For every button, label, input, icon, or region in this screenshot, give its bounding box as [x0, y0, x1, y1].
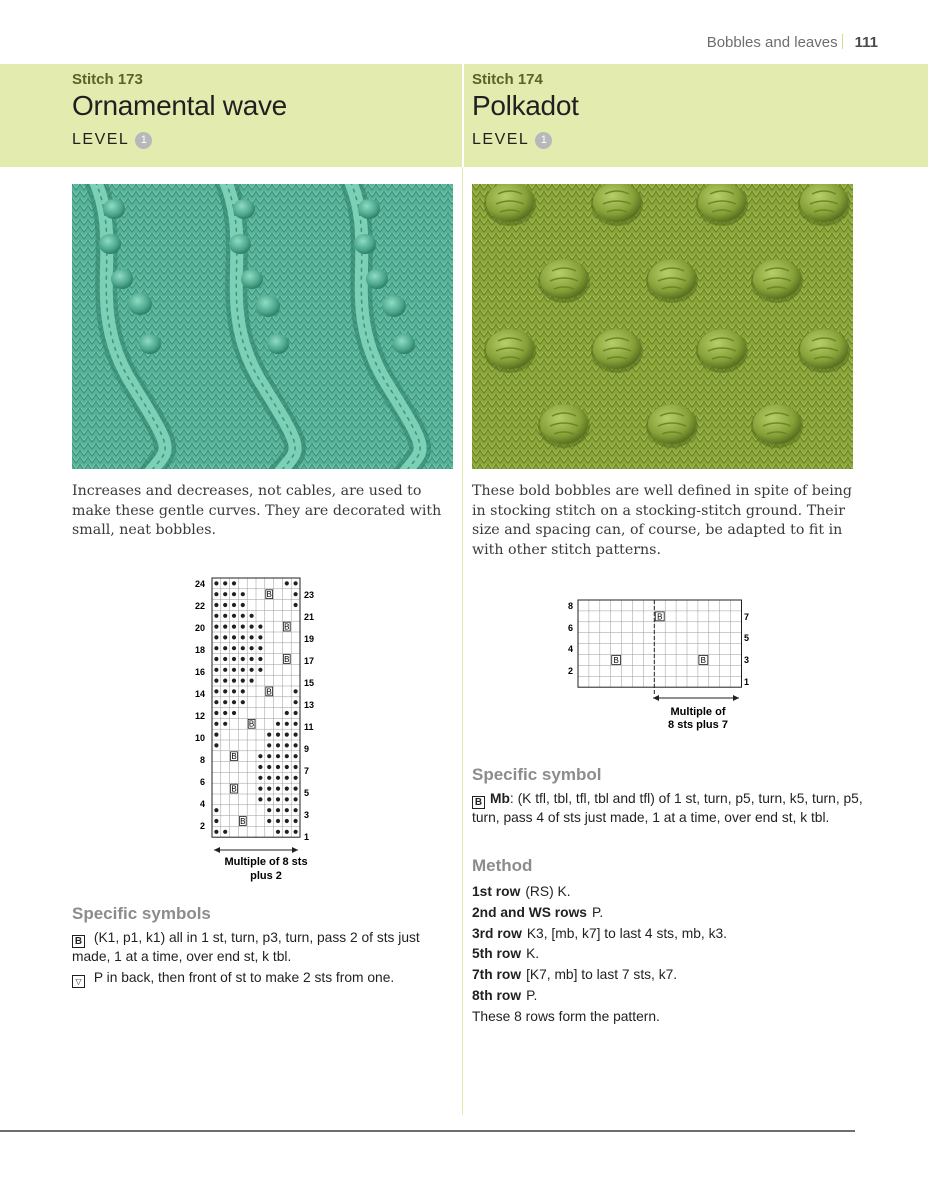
- purl-mark: [285, 711, 289, 715]
- row-label: 7th row: [472, 967, 522, 983]
- row-number: 2: [199, 821, 205, 831]
- stitch-number: Stitch 174: [472, 71, 543, 88]
- purl-mark: [223, 722, 227, 726]
- bobble-mark-letter: B: [240, 816, 246, 826]
- ornamental-wave-chart: [180, 570, 340, 890]
- purl-mark: [294, 700, 298, 704]
- purl-mark: [232, 657, 236, 661]
- method-step: [472, 944, 872, 965]
- purl-mark: [214, 635, 218, 639]
- purl-mark: [258, 668, 262, 672]
- symbol-description: (K1, p1, k1) all in 1 st, turn, p3, turn, pass 2 of sts just made, 1 at a time, over end st, k tbl.: [72, 930, 420, 964]
- purl-mark: [294, 830, 298, 834]
- stitch-number: Stitch 173: [72, 71, 143, 88]
- purl-mark: [232, 592, 236, 596]
- row-number: 21: [304, 612, 315, 622]
- purl-mark: [241, 646, 245, 650]
- row-instruction: P.: [591, 904, 604, 920]
- row-number: 24: [194, 579, 205, 589]
- row-number: 11: [304, 722, 314, 732]
- bobble-mark-letter: B: [657, 612, 663, 622]
- method-footer: These 8 rows form the pattern.: [472, 1008, 660, 1024]
- purl-mark: [214, 689, 218, 693]
- row-instruction: K.: [526, 946, 540, 962]
- symbol-description: P in back, then front of st to make 2 sts from one.: [93, 969, 395, 985]
- purl-mark: [276, 754, 280, 758]
- purl-mark: [267, 808, 271, 812]
- row-number: 1: [304, 832, 310, 842]
- purl-mark: [232, 625, 236, 629]
- purl-mark: [294, 711, 298, 715]
- row-number: 9: [304, 744, 310, 754]
- row-number: 19: [304, 634, 315, 644]
- bobble-mark-letter: B: [266, 687, 272, 697]
- purl-mark: [214, 722, 218, 726]
- purl-mark: [285, 765, 289, 769]
- running-head-divider: [842, 34, 843, 49]
- method-step: [472, 924, 872, 945]
- purl-mark: [294, 808, 298, 812]
- purl-mark: [285, 830, 289, 834]
- increase-symbol-icon: ▽: [72, 975, 85, 988]
- purl-mark: [250, 625, 254, 629]
- method-step: [472, 986, 872, 1007]
- purl-mark: [294, 765, 298, 769]
- purl-mark: [267, 754, 271, 758]
- bobble-mark-letter: B: [284, 622, 290, 632]
- purl-mark: [223, 592, 227, 596]
- method-heading: Method: [472, 856, 533, 875]
- row-number: 20: [194, 623, 205, 633]
- purl-mark: [241, 668, 245, 672]
- bobble-mark-letter: B: [284, 654, 290, 664]
- row-number: 7: [304, 766, 310, 776]
- symbol-key-entry: [472, 790, 864, 828]
- level-label: LEVEL: [72, 131, 130, 148]
- polkadot-chart: [560, 595, 760, 735]
- purl-mark: [223, 635, 227, 639]
- purl-mark: [285, 722, 289, 726]
- purl-mark: [232, 635, 236, 639]
- row-number: 4: [567, 644, 573, 654]
- purl-mark: [232, 668, 236, 672]
- purl-mark: [294, 743, 298, 747]
- purl-mark: [294, 581, 298, 585]
- row-number: 5: [304, 788, 310, 798]
- purl-mark: [267, 819, 271, 823]
- purl-mark: [214, 581, 218, 585]
- method-steps: [472, 882, 872, 1028]
- purl-mark: [250, 635, 254, 639]
- purl-mark: [214, 819, 218, 823]
- row-label: 5th row: [472, 946, 522, 962]
- page-number: 111: [854, 34, 878, 51]
- purl-mark: [267, 787, 271, 791]
- purl-mark: [294, 787, 298, 791]
- symbol-description: : (K tfl, tbl, tfl, tbl and tfl) of 1 st, turn, p5, turn, k5, turn, p5, turn, pass 4 of sts just made, 1 at a time, over end st, k tbl.: [472, 791, 863, 825]
- purl-mark: [276, 787, 280, 791]
- purl-mark: [276, 733, 280, 737]
- method-step: [472, 882, 872, 903]
- row-number: 6: [567, 623, 573, 633]
- purl-mark: [223, 614, 227, 618]
- purl-mark: [232, 689, 236, 693]
- bobble-mark-letter: B: [248, 719, 255, 729]
- purl-mark: [294, 819, 298, 823]
- specific-symbols-heading: Specific symbols: [72, 904, 211, 923]
- level-indicator: [472, 131, 579, 149]
- purl-mark: [232, 614, 236, 618]
- row-instruction: P.: [526, 987, 538, 1003]
- row-instruction: [K7, mb] to last 7 sts, k7.: [526, 967, 678, 983]
- purl-mark: [223, 668, 227, 672]
- symbol-key-entry: [72, 929, 460, 967]
- purl-mark: [267, 776, 271, 780]
- purl-mark: [285, 776, 289, 780]
- method-step: [472, 965, 872, 986]
- purl-mark: [241, 625, 245, 629]
- purl-mark: [258, 797, 262, 801]
- purl-mark: [276, 819, 280, 823]
- purl-mark: [214, 808, 218, 812]
- purl-mark: [294, 603, 298, 607]
- purl-mark: [276, 808, 280, 812]
- level-badge: 1: [535, 132, 552, 149]
- row-number: 23: [304, 590, 315, 600]
- purl-mark: [258, 776, 262, 780]
- purl-mark: [250, 614, 254, 618]
- purl-mark: [285, 743, 289, 747]
- purl-mark: [232, 646, 236, 650]
- purl-mark: [214, 733, 218, 737]
- purl-mark: [232, 700, 236, 704]
- purl-mark: [241, 657, 245, 661]
- purl-mark: [223, 646, 227, 650]
- purl-mark: [294, 733, 298, 737]
- purl-mark: [223, 603, 227, 607]
- column-divider-rule: [462, 167, 463, 1115]
- row-label: 1st row: [472, 884, 521, 899]
- purl-mark: [267, 743, 271, 747]
- symbol-key: [72, 929, 460, 988]
- method-step: [472, 903, 872, 924]
- row-number: 1: [744, 677, 750, 687]
- symbol-label: Mb: [490, 791, 510, 806]
- row-number: 8: [567, 601, 573, 611]
- row-number: 5: [744, 633, 750, 643]
- level-badge: 1: [135, 132, 152, 149]
- purl-mark: [241, 635, 245, 639]
- purl-mark: [223, 679, 227, 683]
- purl-mark: [232, 603, 236, 607]
- purl-mark: [241, 614, 245, 618]
- purl-mark: [232, 679, 236, 683]
- purl-mark: [214, 830, 218, 834]
- ornamental-wave-swatch-photo: [72, 184, 453, 469]
- purl-mark: [276, 743, 280, 747]
- repeat-arrow: [214, 847, 298, 853]
- purl-mark: [294, 689, 298, 693]
- bobble-mark-letter: B: [700, 655, 707, 665]
- row-number: 7: [744, 612, 750, 622]
- row-number: 4: [199, 799, 205, 809]
- symbol-key-entry: [72, 969, 460, 988]
- purl-mark: [294, 797, 298, 801]
- row-number: 2: [567, 666, 573, 676]
- purl-mark: [258, 754, 262, 758]
- row-number: 3: [744, 655, 750, 665]
- row-number: 6: [199, 777, 205, 787]
- row-instruction: K3, [mb, k7] to last 4 sts, mb, k3.: [526, 925, 727, 941]
- row-number: 13: [304, 700, 315, 710]
- purl-mark: [285, 754, 289, 758]
- purl-mark: [241, 679, 245, 683]
- purl-mark: [258, 657, 262, 661]
- level-indicator: [72, 131, 287, 149]
- purl-mark: [223, 657, 227, 661]
- specific-symbol-heading: Specific symbol: [472, 765, 602, 784]
- purl-mark: [276, 797, 280, 801]
- stitch-173-header: [72, 71, 287, 149]
- purl-mark: [285, 733, 289, 737]
- purl-mark: [250, 679, 254, 683]
- stitch-title: Polkadot: [472, 90, 579, 121]
- stitch-174-intro: These bold bobbles are well defined in spite of being in stocking stitch on a stocking-stitch ground. Their size and spacing can, of course, be adapted to fit in with other stitch patterns.: [472, 483, 853, 558]
- purl-mark: [223, 625, 227, 629]
- row-number: 8: [199, 755, 205, 765]
- purl-mark: [294, 776, 298, 780]
- repeat-caption: plus 2: [250, 870, 282, 882]
- purl-mark: [285, 787, 289, 791]
- purl-mark: [285, 808, 289, 812]
- purl-mark: [250, 657, 254, 661]
- purl-mark: [258, 646, 262, 650]
- purl-mark: [267, 765, 271, 769]
- purl-mark: [276, 830, 280, 834]
- repeat-caption: 8 sts plus 7: [668, 719, 728, 731]
- row-label: 8th row: [472, 987, 522, 1003]
- row-number: 15: [304, 678, 315, 688]
- purl-mark: [241, 592, 245, 596]
- bobble-mark-letter: B: [613, 655, 619, 665]
- purl-mark: [276, 765, 280, 769]
- purl-mark: [258, 787, 262, 791]
- purl-mark: [285, 819, 289, 823]
- row-number: 16: [194, 667, 205, 677]
- row-number: 10: [194, 733, 205, 743]
- row-number: 14: [194, 689, 205, 699]
- stitch-173-intro: Increases and decreases, not cables, are used to make these gentle curves. They are decorated with small, neat bobbles.: [72, 483, 442, 539]
- bobble-mark-letter: B: [231, 752, 237, 762]
- purl-mark: [214, 592, 218, 596]
- repeat-caption: Multiple of 8 sts: [224, 856, 308, 868]
- purl-mark: [250, 646, 254, 650]
- row-label: 2nd and WS rows: [472, 904, 587, 920]
- purl-mark: [214, 657, 218, 661]
- level-label: LEVEL: [472, 131, 530, 148]
- purl-mark: [223, 689, 227, 693]
- purl-mark: [285, 797, 289, 801]
- repeat-caption: Multiple of: [670, 706, 726, 718]
- purl-mark: [232, 581, 236, 585]
- purl-mark: [285, 581, 289, 585]
- row-label: 3rd row: [472, 925, 522, 941]
- purl-mark: [214, 625, 218, 629]
- row-number: 12: [194, 711, 205, 721]
- running-head: [707, 34, 878, 51]
- purl-mark: [223, 711, 227, 715]
- purl-mark: [241, 689, 245, 693]
- row-number: 3: [304, 810, 310, 820]
- row-number: 22: [194, 601, 205, 611]
- purl-mark: [276, 722, 280, 726]
- purl-mark: [267, 797, 271, 801]
- purl-mark: [214, 711, 218, 715]
- purl-mark: [294, 722, 298, 726]
- section-name: Bobbles and leaves: [706, 34, 838, 51]
- bobble-mark-letter: B: [231, 784, 237, 794]
- purl-mark: [250, 668, 254, 672]
- purl-mark: [223, 830, 227, 834]
- purl-mark: [214, 679, 218, 683]
- bobble-mark-letter: B: [266, 590, 272, 600]
- purl-mark: [232, 711, 236, 715]
- purl-mark: [294, 592, 298, 596]
- purl-mark: [214, 743, 218, 747]
- purl-mark: [214, 668, 218, 672]
- purl-mark: [223, 581, 227, 585]
- bobble-symbol-icon: B: [72, 935, 85, 948]
- purl-mark: [258, 625, 262, 629]
- purl-mark: [241, 603, 245, 607]
- purl-mark: [241, 700, 245, 704]
- row-instruction: (RS) K.: [525, 884, 571, 899]
- row-number: 18: [194, 645, 205, 655]
- stitch-title: Ornamental wave: [72, 90, 287, 121]
- purl-mark: [258, 765, 262, 769]
- purl-mark: [214, 603, 218, 607]
- bottom-rule: [0, 1130, 855, 1132]
- purl-mark: [214, 614, 218, 618]
- purl-mark: [214, 700, 218, 704]
- purl-mark: [258, 635, 262, 639]
- stitch-174-header: [472, 71, 579, 149]
- bobble-symbol-icon: B: [472, 796, 485, 809]
- purl-mark: [294, 754, 298, 758]
- polkadot-swatch-photo: [472, 184, 853, 469]
- repeat-arrow: [653, 695, 739, 701]
- purl-mark: [276, 776, 280, 780]
- row-number: 17: [304, 656, 315, 666]
- purl-mark: [223, 700, 227, 704]
- purl-mark: [267, 733, 271, 737]
- purl-mark: [214, 646, 218, 650]
